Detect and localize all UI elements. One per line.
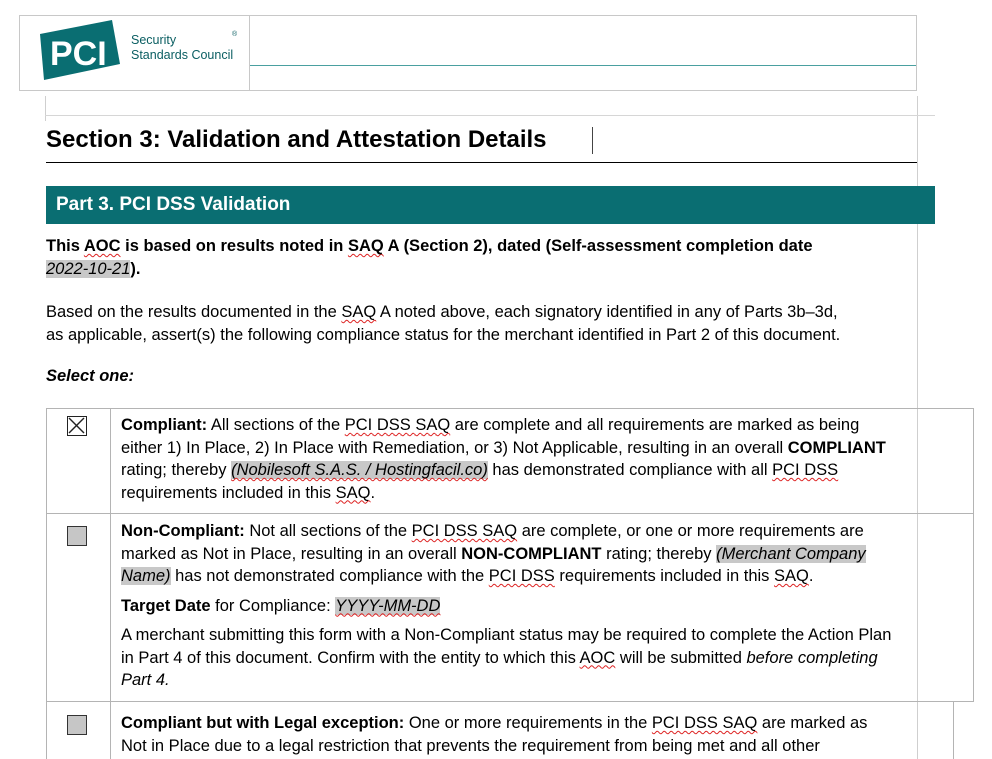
compliant-l3-pcidss: PCI DSS [772, 461, 839, 479]
compliant-l4-saq: SAQ [335, 483, 371, 502]
compliant-option-text [121, 414, 966, 504]
non-compliant-note-l2a: in Part 4 of this document. Confirm with the entity to which this [121, 648, 580, 667]
non-compliant-note-l2b: will be submitted [615, 648, 747, 667]
compliant-l1a: All sections of the [207, 416, 345, 434]
non-compliant-label: Non-Compliant: [121, 522, 245, 540]
compliant-l4b: . [370, 483, 376, 502]
based-on-paragraph [46, 301, 926, 347]
non-compliant-l3c: . [808, 567, 814, 585]
table-row-divider-1 [46, 513, 973, 514]
aoc-prefix: This [46, 237, 84, 255]
compliant-l2a: either 1) In Place, 2) In Place with Remediation, or 3) Not Applicable, resulting in an overall [121, 438, 788, 457]
compliant-checkbox[interactable] [67, 416, 87, 436]
non-compliant-note-l2i: before completing [746, 648, 878, 667]
based-on-l1b: A noted above, each signatory identified in any of Parts 3b–3d, [376, 303, 838, 321]
legal-exception-checkbox[interactable] [67, 715, 87, 735]
table-right-border [973, 408, 974, 702]
table-top-border [46, 408, 973, 409]
target-date-field[interactable]: YYYY-MM-DD [335, 596, 441, 615]
non-compliant-status-word: NON-COMPLIANT [461, 544, 602, 563]
legal-exception-l1a: One or more requirements in the [404, 714, 652, 732]
non-compliant-l3a: has not demonstrated compliance with the [170, 567, 489, 585]
non-compliant-l2c: rating; thereby [601, 544, 717, 563]
aoc-end: ). [130, 260, 141, 278]
pci-logo [30, 20, 120, 80]
header-rule [250, 65, 916, 66]
non-compliant-note-l3: Part 4. [121, 671, 170, 689]
compliant-l3a: rating; thereby [121, 461, 232, 479]
non-compliant-checkbox[interactable] [67, 526, 87, 546]
logo-mark: PCI [50, 35, 107, 73]
table-row-divider-2 [46, 701, 973, 702]
aoc-middle: is based on results noted in [120, 237, 348, 255]
legal-exception-label: Compliant but with Legal exception: [121, 714, 405, 732]
legal-exception-option-text [121, 712, 956, 757]
non-compliant-l3-saq: SAQ [774, 567, 809, 585]
merchant-company-field-part2[interactable]: Name) [121, 567, 171, 585]
compliant-status-word: COMPLIANT [787, 438, 886, 457]
header-divider [249, 15, 250, 91]
aoc-suffix: A (Section 2), dated (Self-assessment completion date [383, 237, 813, 255]
table-col-divider [110, 408, 111, 759]
logo-registered: ® [232, 31, 238, 38]
non-compliant-l2a: marked as Not in Place, resulting in an overall [121, 544, 462, 563]
table-left-border [46, 408, 47, 759]
logo-line2: Standards Council [131, 47, 234, 62]
based-on-saq: SAQ [341, 303, 377, 321]
logo-wordmark [131, 33, 233, 62]
non-compliant-l1a: Not all sections of the [244, 522, 412, 540]
based-on-l2: as applicable, assert(s) the following compliance status for the merchant identified in Part 2 of this document. [46, 326, 841, 344]
compliant-l3b: has demonstrated compliance with all [487, 461, 773, 479]
non-compliant-l3-pcidss: PCI DSS [488, 567, 555, 585]
non-compliant-note-aoc: AOC [579, 648, 616, 667]
merchant-name-field[interactable]: (Nobilesoft S.A.S. / Hostingfacil.co) [231, 461, 488, 479]
target-date-mid: for Compliance: [210, 596, 336, 615]
legal-exception-l1-pcidss: PCI DSS SAQ [651, 714, 758, 732]
non-compliant-option-text [121, 520, 966, 692]
non-compliant-l1-pcidss: PCI DSS SAQ [411, 522, 518, 540]
legal-exception-l2: Not in Place due to a legal restriction that prevents the requirement from being met and all other [121, 736, 820, 755]
compliant-l1b: are complete and all requirements are marked as being [450, 416, 860, 434]
section-title: Section 3: Validation and Attestation Details [46, 126, 547, 153]
compliant-l4a: requirements included in this [121, 483, 336, 502]
completion-date-field[interactable]: 2022-10-21 [46, 260, 131, 278]
target-date-label: Target Date [121, 596, 211, 615]
text-cursor [592, 127, 593, 154]
select-one-label: Select one: [46, 367, 135, 385]
part-title [56, 193, 290, 217]
compliant-label: Compliant: [121, 416, 208, 434]
page-guide-left [45, 96, 46, 121]
page-guide-top [45, 115, 935, 116]
non-compliant-l3b: requirements included in this [554, 567, 775, 585]
saq-word: SAQ [347, 237, 384, 255]
based-on-l1a: Based on the results documented in the [46, 303, 342, 321]
aoc-word: AOC [83, 237, 121, 255]
non-compliant-l1b: are complete, or one or more requirements are [517, 522, 864, 540]
merchant-company-field-part1[interactable]: (Merchant Company [716, 544, 866, 563]
aoc-statement [46, 235, 926, 281]
part-title-text: Part 3. PCI DSS Validation [56, 194, 291, 215]
non-compliant-note-l1: A merchant submitting this form with a Non-Compliant status may be required to complete the Action Plan [121, 626, 892, 644]
compliant-l1-pcidss: PCI DSS SAQ [344, 416, 451, 434]
logo-line1: Security [131, 33, 177, 47]
legal-exception-l1b: are marked as [757, 714, 868, 732]
checkbox-x-icon [68, 417, 85, 434]
title-rule [46, 162, 917, 163]
